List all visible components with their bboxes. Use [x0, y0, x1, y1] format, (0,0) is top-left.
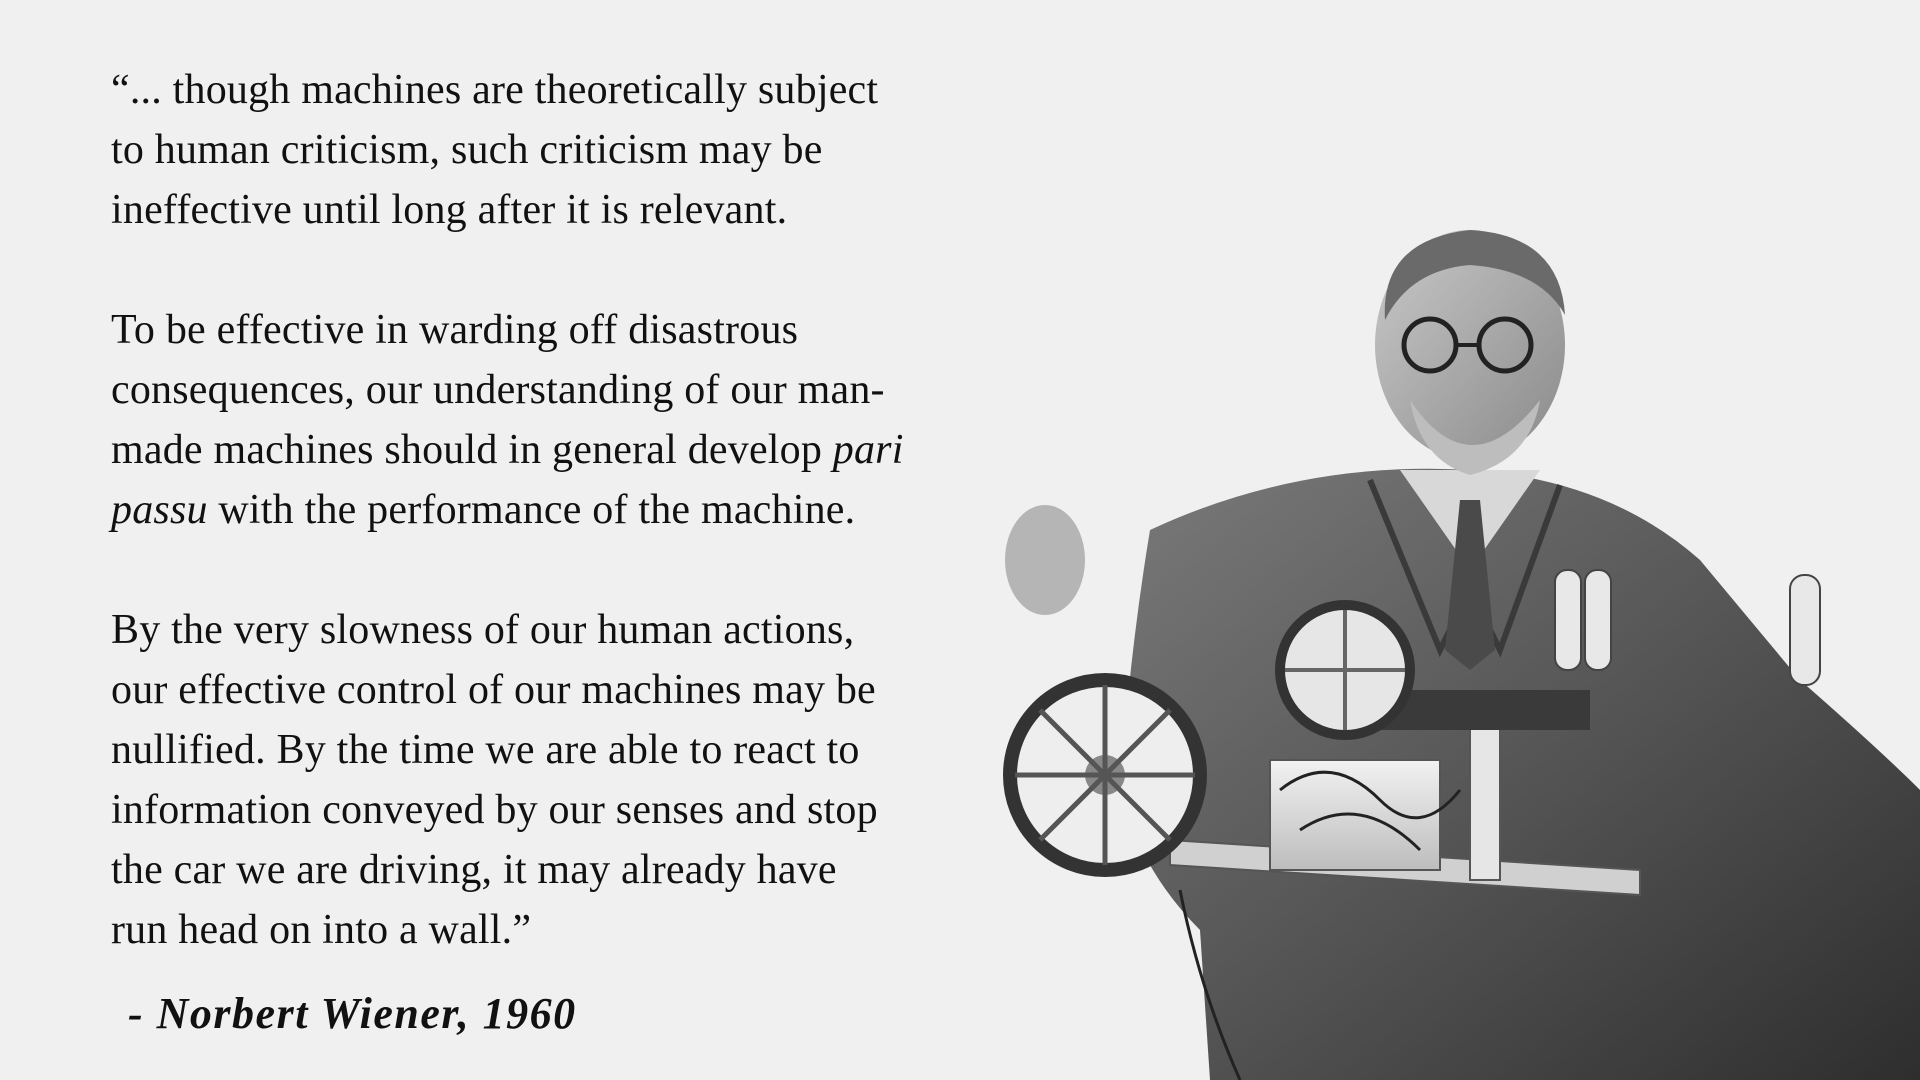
paragraph-gap: [111, 240, 1011, 300]
vacuum-tube: [1790, 575, 1820, 685]
portrait-photo: [1000, 230, 1920, 1080]
quote-line: consequences, our understanding of our man-: [111, 367, 885, 413]
quote-line: the car we are driving, it may already have: [111, 847, 837, 893]
suit-shape: [1120, 469, 1920, 1080]
quote-text: made machines should in general develop: [111, 427, 833, 473]
quote-line: nullified. By the time we are able to react to: [111, 727, 860, 773]
quote-text: with the performance of the machine.: [207, 487, 856, 533]
vacuum-tube: [1585, 570, 1611, 670]
machine-post: [1470, 710, 1500, 880]
hand-shape: [1005, 505, 1085, 615]
quote-line: To be effective in warding off disastrous: [111, 307, 799, 353]
quote-block: [111, 60, 1011, 960]
quote-line: ineffective until long after it is relevant.: [111, 187, 788, 233]
vacuum-tube: [1555, 570, 1581, 670]
quote-line: run head on into a wall.”: [111, 907, 532, 953]
quote-line: information conveyed by our senses and stop: [111, 787, 878, 833]
quote-line: our effective control of our machines may be: [111, 667, 876, 713]
quote-line: [111, 480, 1011, 540]
paragraph-gap: [111, 540, 1011, 600]
quote-line: to human criticism, such criticism may be: [111, 127, 823, 173]
quote-attribution: - Norbert Wiener, 1960: [128, 989, 577, 1038]
quote-line: “... though machines are theoretically subject: [111, 67, 879, 113]
quote-italic-text: passu: [111, 487, 208, 533]
quote-line: By the very slowness of our human actions,: [111, 607, 855, 653]
quote-line: [111, 420, 1011, 480]
quote-italic-text: pari: [832, 427, 904, 473]
